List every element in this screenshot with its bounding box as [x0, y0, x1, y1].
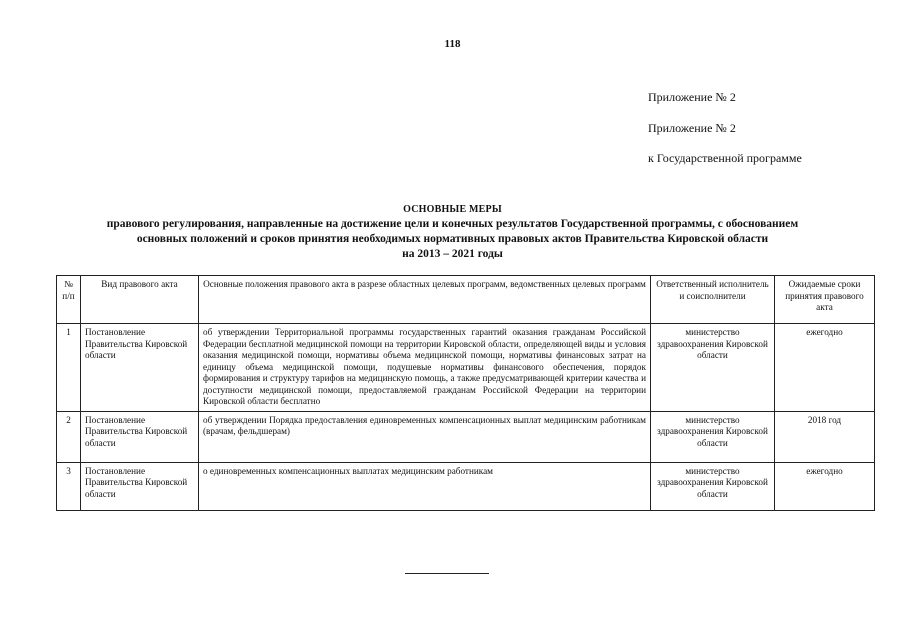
- title-line-3: основных положений и сроков принятия необходимых нормативных правовых актов Правительства Кировской области: [136, 233, 769, 245]
- footer-divider: [405, 573, 489, 574]
- header-num: № п/п: [57, 276, 81, 324]
- row-provisions: об утверждении Порядка предоставления единовременных компенсационных выплат медицинским работникам (врачам, фельдшерам): [199, 411, 651, 462]
- document-title: [40, 202, 865, 262]
- table-row: [57, 324, 875, 412]
- row-num: 2: [57, 411, 81, 462]
- title-main: ОСНОВНЫЕ МЕРЫ: [403, 204, 502, 215]
- row-num: 1: [57, 324, 81, 412]
- row-deadline: ежегодно: [775, 462, 875, 510]
- appendix-line-1: Приложение № 2: [648, 90, 736, 104]
- row-num: 3: [57, 462, 81, 510]
- table-header-row: [57, 276, 875, 324]
- row-deadline: ежегодно: [775, 324, 875, 412]
- row-provisions: о единовременных компенсационных выплатах медицинским работникам: [199, 462, 651, 510]
- row-provisions: об утверждении Территориальной программы государственных гарантий оказания гражданам Российской Федерации бесплатной медицинской помощи на территории Кировской области, определяющей виды и условия оказания медицинской помощи, нормативы объема медицинской помощи, нормативы финансовых затрат на единицу объема медицинской помощи, подушевые нормативы финансового обеспечения, порядок формирования и структуру тарифов на медицинскую помощь, а также предусматривающей критерии качества и доступности медицинской помощи, предоставляемой гражданам Российской Федерации на территории Кировской области бесплатно: [199, 324, 651, 412]
- header-executor: Ответственный исполнитель и соисполнители: [651, 276, 775, 324]
- table-row: [57, 411, 875, 462]
- header-provisions: Основные положения правового акта в разрезе областных целевых программ, ведомственных целевых программ: [199, 276, 651, 324]
- row-deadline: 2018 год: [775, 411, 875, 462]
- header-type: Вид правового акта: [81, 276, 199, 324]
- row-type: Постановление Правительства Кировской области: [81, 411, 199, 462]
- row-type: Постановление Правительства Кировской области: [81, 462, 199, 510]
- title-line-2: правового регулирования, направленные на достижение цели и конечных результатов Государственной программы, с обоснованием: [106, 218, 799, 230]
- appendix-line-2: Приложение № 2: [648, 121, 736, 135]
- row-executor: министерство здравоохранения Кировской области: [651, 324, 775, 412]
- table-row: [57, 462, 875, 510]
- row-type: Постановление Правительства Кировской области: [81, 324, 199, 412]
- measures-table: [56, 275, 875, 511]
- appendix-line-3: к Государственной программе: [648, 151, 802, 165]
- header-deadline: Ожидаемые сроки принятия правового акта: [775, 276, 875, 324]
- page-number: 118: [444, 38, 461, 50]
- row-executor: министерство здравоохранения Кировской области: [651, 411, 775, 462]
- title-line-4: на 2013 – 2021 годы: [402, 248, 503, 260]
- row-executor: министерство здравоохранения Кировской области: [651, 462, 775, 510]
